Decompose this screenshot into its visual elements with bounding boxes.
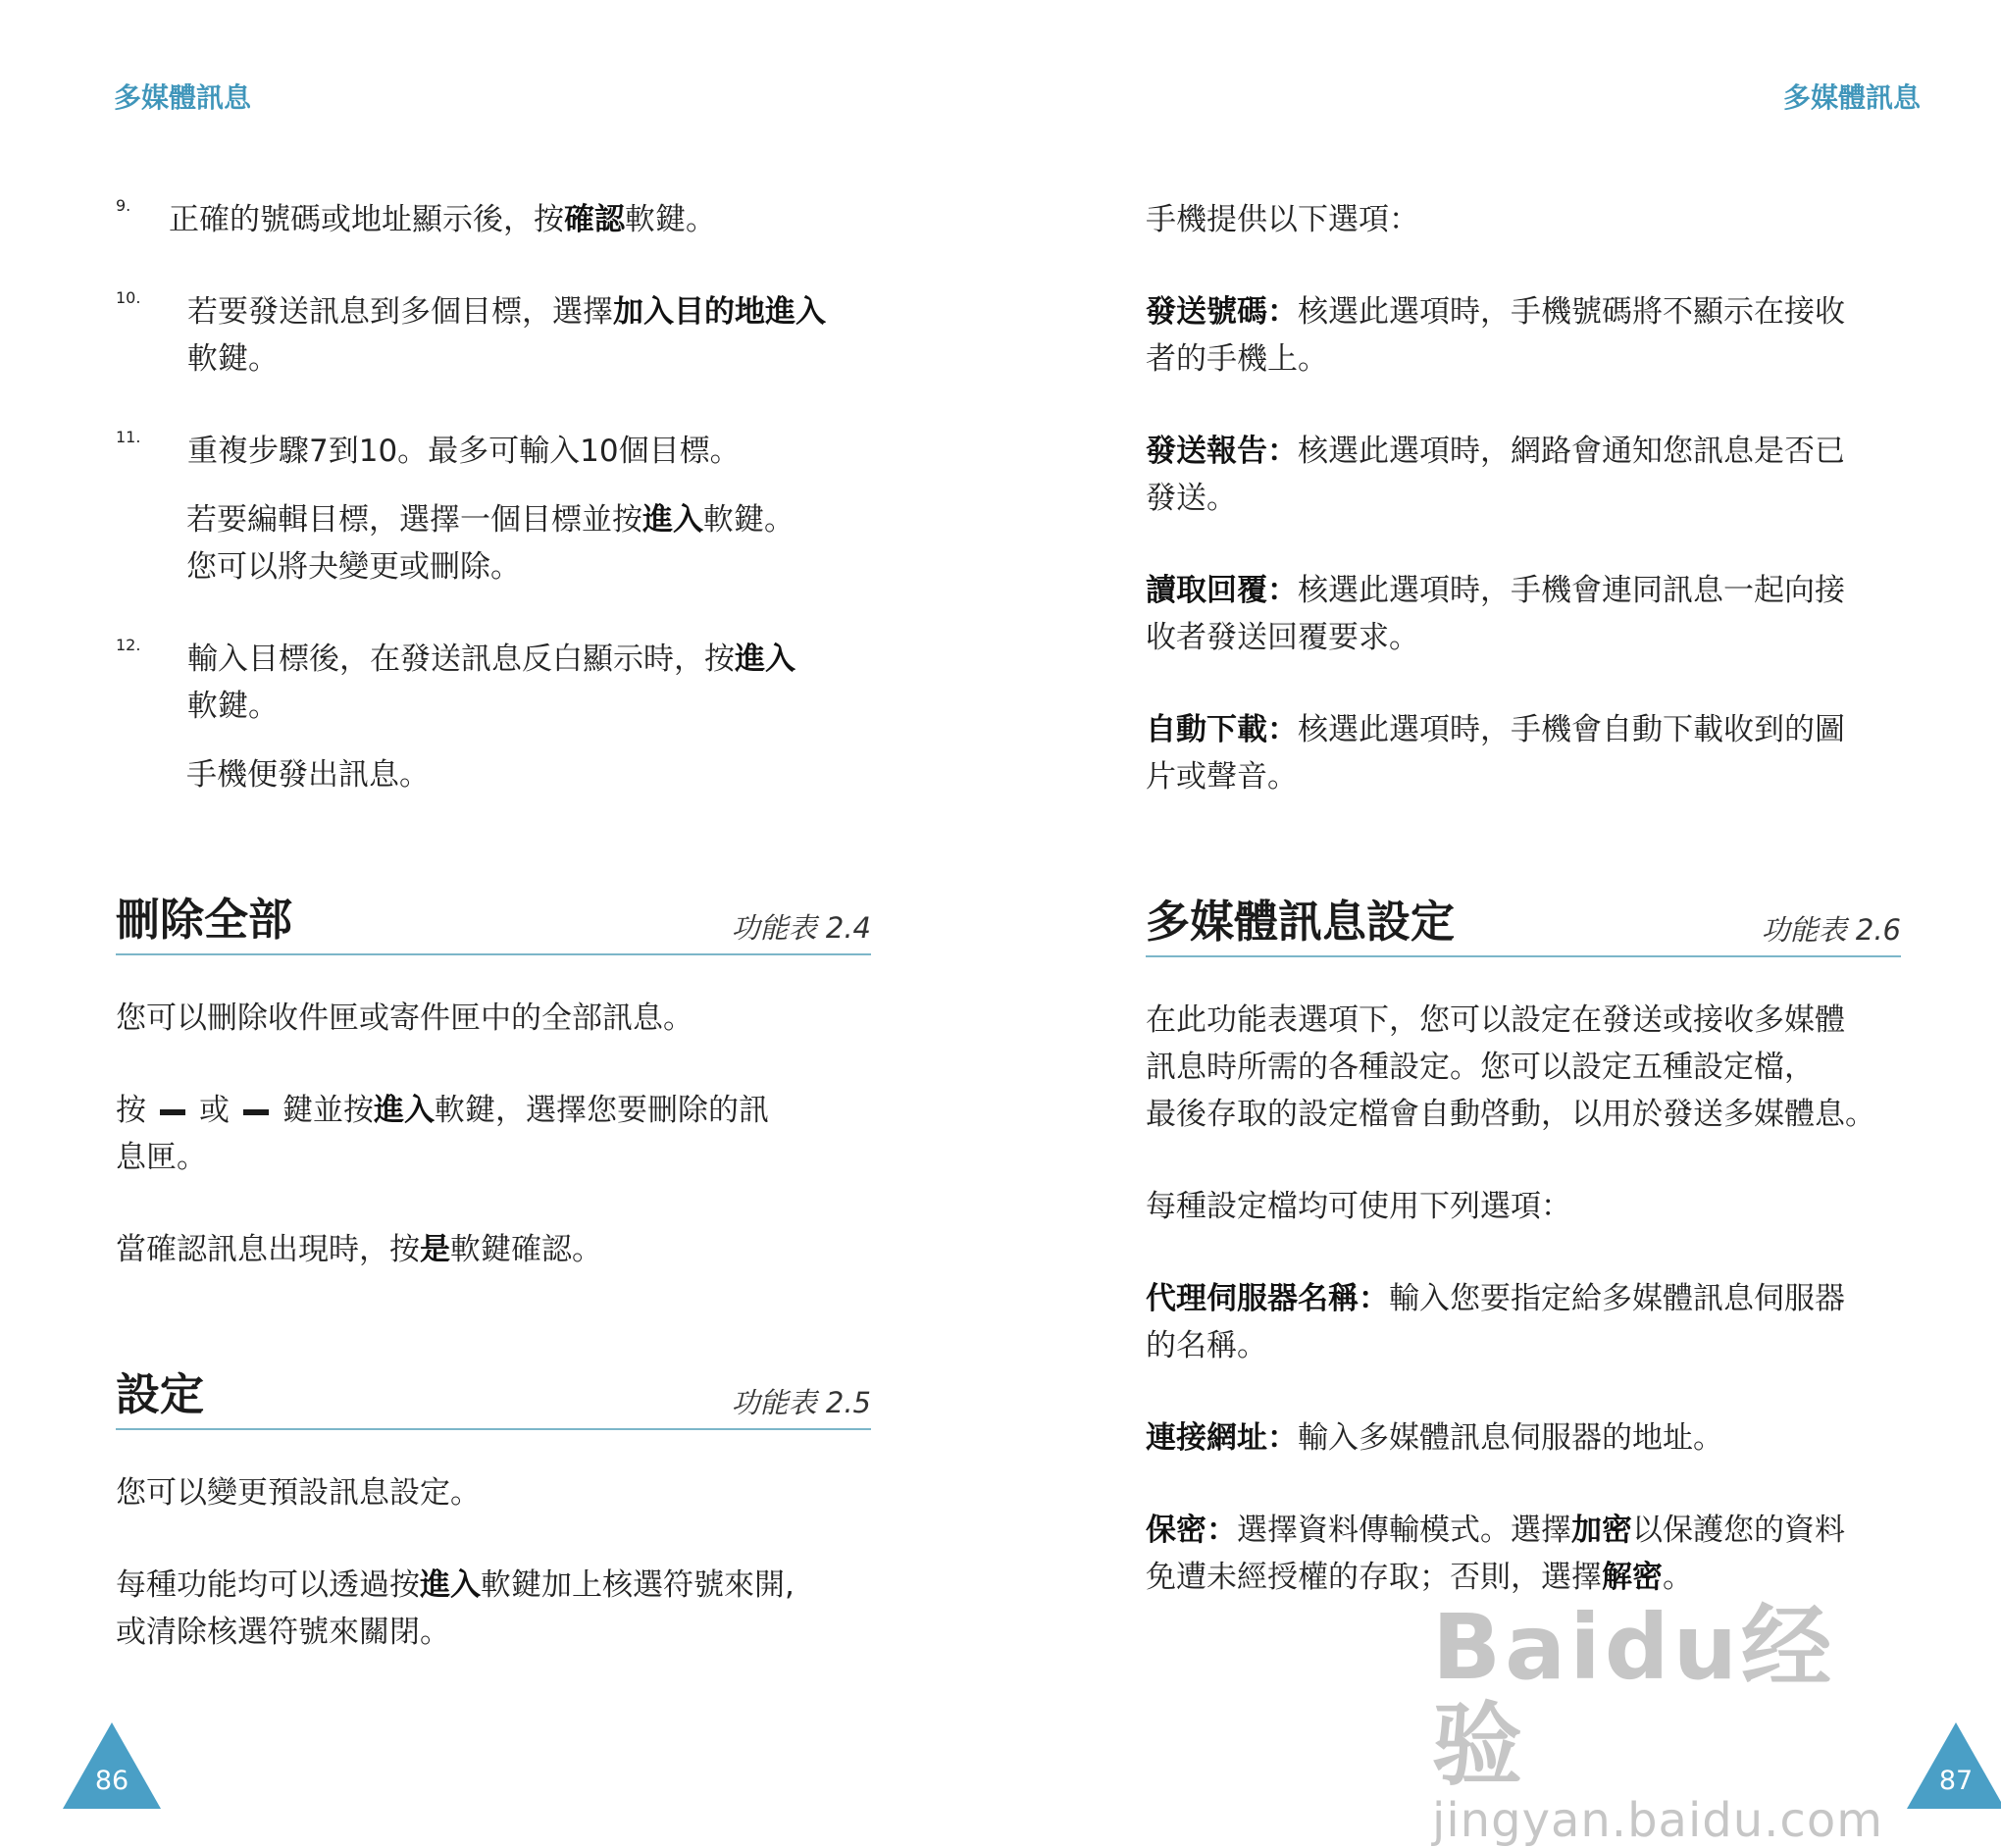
paragraph: 您可以刪除收件匣或寄件匣中的全部訊息。 [116, 1001, 693, 1036]
minus-key-icon [160, 1109, 185, 1115]
option-delivery-report: 發送報告：核選此選項時，網路會通知您訊息是否已 發送。 [1146, 434, 1845, 516]
paragraph: 每種設定檔均可使用下列選項： [1146, 1189, 1571, 1224]
step-12-note: 手機便發出訊息。 [186, 757, 430, 793]
paragraph: 按 或 鍵並按進入軟鍵，選擇您要刪除的訊 息匣。 [116, 1093, 769, 1175]
paragraph: 手機提供以下選項： [1146, 202, 1419, 237]
paragraph: 您可以變更預設訊息設定。 [116, 1475, 481, 1511]
step-9 [116, 196, 871, 243]
running-head: 多媒體訊息 [114, 81, 252, 114]
step-number: 9. [116, 196, 131, 215]
section-title: 設定 [116, 1368, 205, 1420]
running-head: 多媒體訊息 [1782, 81, 1921, 114]
right-page [1000, 0, 2001, 1832]
left-page [0, 0, 1000, 1832]
step-text: 重複步驟7到10。最多可輸入10個目標。 [187, 434, 741, 469]
step-text: 輸入目標後，在發送訊息反白顯示時，按進入 軟鍵。 [187, 642, 795, 724]
page-corner-tab [63, 1722, 161, 1809]
baidu-watermark [1432, 1595, 1893, 1848]
left-column [116, 196, 871, 1656]
step-11-note: 若要編輯目標，選擇一個目標並按進入軟鍵。 您可以將夬變更或刪除。 [186, 502, 795, 585]
menu-number: 功能表 2.5 [731, 1386, 871, 1419]
minus-key-icon [243, 1109, 269, 1115]
option-send-number: 發送號碼：核選此選項時，手機號碼將不顯示在接收 者的手機上。 [1146, 294, 1845, 377]
step-text: 若要發送訊息到多個目標，選擇加入目的地進入 軟鍵。 [187, 294, 826, 377]
step-number: 11. [116, 428, 141, 446]
option-connect-url: 連接網址：輸入多媒體訊息伺服器的地址。 [1146, 1420, 1723, 1456]
option-security: 保密：選擇資料傳輸模式。選擇加密以保護您的資料 免遭未經授權的存取；否則，選擇解密。 [1146, 1513, 1845, 1595]
page-number: 87 [1938, 1766, 1974, 1796]
menu-number: 功能表 2.6 [1761, 913, 1901, 947]
step-text: 正確的號碼或地址顯示後，按確認軟鍵。 [169, 202, 716, 237]
step-number: 12. [116, 636, 141, 654]
option-read-reply: 讀取回覆：核選此選項時，手機會連同訊息一起向接 收者發送回覆要求。 [1146, 573, 1845, 655]
option-auto-download: 自動下載：核選此選項時，手機會自動下載收到的圖 片或聲音。 [1146, 712, 1845, 795]
paragraph: 在此功能表選項下，您可以設定在發送或接收多媒體 訊息時所需的各種設定。您可以設定五種設定檔， 最後存取的設定檔會自動啓動，以用於發送多媒體息。 [1146, 1002, 1875, 1132]
section-heading-settings [116, 1367, 871, 1430]
paragraph: 當確認訊息出現時，按是軟鍵確認。 [116, 1232, 602, 1267]
page-number: 86 [94, 1766, 129, 1796]
menu-number: 功能表 2.4 [731, 911, 871, 945]
step-10 [116, 288, 871, 383]
section-heading-mms-settings [1146, 895, 1901, 957]
section-title: 多媒體訊息設定 [1146, 896, 1456, 948]
section-heading-delete-all [116, 893, 871, 955]
paragraph: 每種功能均可以透過按進入軟鍵加上核選符號來開, 或清除核選符號來關閉。 [116, 1567, 795, 1650]
option-proxy-name: 代理伺服器名稱：輸入您要指定給多媒體訊息伺服器 的名稱。 [1146, 1281, 1845, 1363]
step-11 [116, 428, 871, 475]
step-number: 10. [116, 288, 141, 307]
page-corner-tab [1907, 1722, 2001, 1809]
step-12 [116, 636, 871, 730]
section-title: 刪除全部 [116, 894, 293, 946]
watermark-url: jingyan.baidu.com [1432, 1793, 1883, 1848]
right-column [1146, 196, 1901, 1601]
watermark-logo: Baidu经验 [1432, 1595, 1836, 1798]
